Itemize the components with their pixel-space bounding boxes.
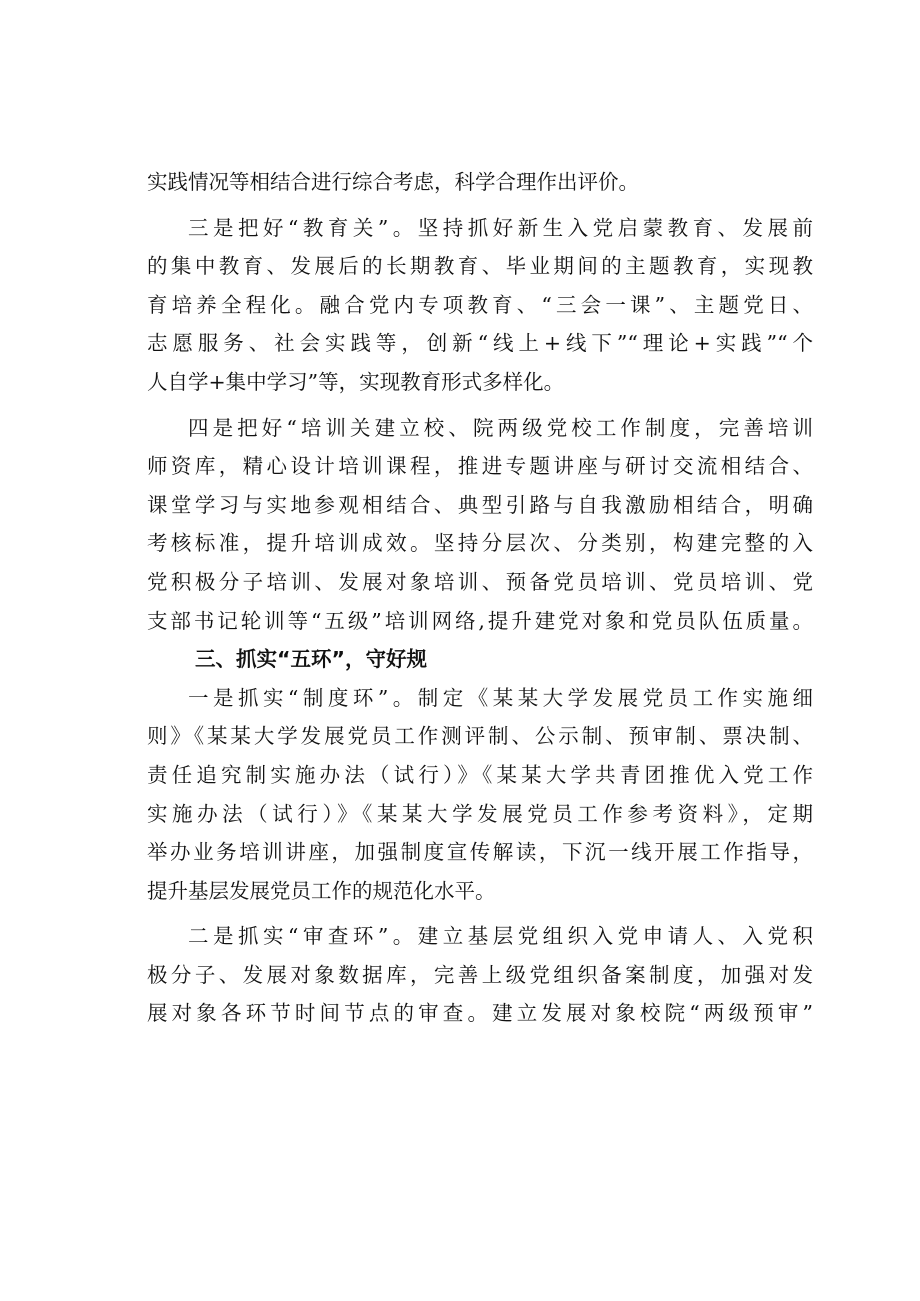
paragraph-line: 极分子、发展对象数据库，完善上级党组织备案制度，加强对发	[147, 962, 813, 987]
paragraph-line: 实施办法（试行）》《某某大学发展党员工作参考资料》，定期	[147, 801, 813, 826]
paragraph-line: 二是抓实“审查环”。建立基层党组织入党申请人、入党积	[188, 924, 813, 949]
section-heading: 三、抓实“五环”，守好规	[195, 647, 427, 672]
paragraph-line: 实践情况等相结合进行综合考虑，科学合理作出评价。	[147, 170, 639, 194]
paragraph-line: 的集中教育、发展后的长期教育、毕业期间的主题教育，实现教	[147, 254, 813, 279]
paragraph-line: 则》《某某大学发展党员工作测评制、公示制、预审制、票决制、	[147, 724, 813, 749]
paragraph-3	[147, 409, 813, 641]
paragraph-line: 举办业务培训讲座，加强制度宣传解读，下沉一线开展工作指导，	[147, 840, 813, 865]
paragraph-line: 师资库，精心设计培训课程，推进专题讲座与研讨交流相结合、	[147, 454, 813, 479]
paragraph-line: 志愿服务、社会实践等，创新“线上+线下”“理论+实践”“个	[147, 331, 813, 356]
paragraph-2	[147, 209, 813, 402]
paragraph-line: 提升基层发展党员工作的规范化水平。	[147, 878, 496, 903]
paragraph-line: 三是把好“教育关”。坚持抓好新生入党启蒙教育、发展前	[188, 215, 813, 240]
document-body	[147, 163, 813, 1033]
paragraph-5	[147, 917, 813, 1033]
paragraph-line: 四是把好“培训关建立校、院两级党校工作制度，完善培训	[188, 415, 813, 440]
paragraph-line: 育培养全程化。融合党内专项教育、“三会一课”、主题党日、	[147, 292, 813, 317]
paragraph-line: 课堂学习与实地参观相结合、典型引路与自我激励相结合，明确	[147, 492, 813, 517]
paragraph-4	[147, 679, 813, 911]
paragraph-line: 责任追究制实施办法（试行）》《某某大学共青团推优入党工作	[147, 762, 813, 787]
paragraph-line: 支部书记轮训等“五级”培训网络,提升建党对象和党员队伍质量。	[147, 608, 813, 633]
paragraph-line: 考核标准，提升培训成效。坚持分层次、分类别，构建完整的入	[147, 531, 813, 556]
paragraph-1	[147, 163, 813, 202]
paragraph-line: 人自学+集中学习”等，实现教育形式多样化。	[147, 369, 565, 394]
paragraph-line: 一是抓实“制度环”。制定《某某大学发展党员工作实施细	[188, 685, 813, 710]
paragraph-line: 党积极分子培训、发展对象培训、预备党员培训、党员培训、党	[147, 569, 813, 594]
paragraph-line: 展对象各环节时间节点的审查。建立发展对象校院“两级预审”	[147, 1001, 813, 1026]
